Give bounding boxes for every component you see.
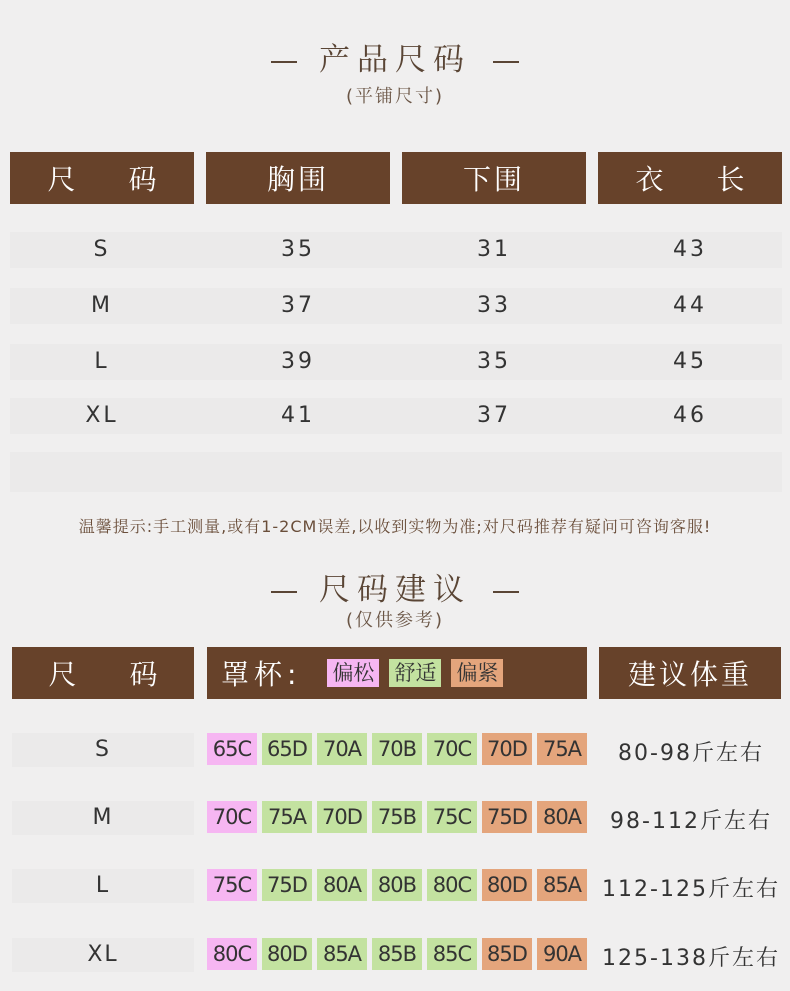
rec-weight: 112-125斤左右 (602, 877, 780, 902)
cup-size-tight: 85D (482, 938, 532, 970)
cup-size-comfort: 75C (427, 801, 477, 833)
legend-tight: 偏紧 (451, 659, 503, 687)
cup-size-comfort: 75D (262, 869, 312, 901)
measurement-note: 温馨提示:手工测量,或有1-2CM误差,以收到实物为准;对尺码推荐有疑问可咨询客服! (78, 517, 712, 536)
recommend-section-title-text: 尺码建议 (319, 572, 471, 608)
cup-size-tight: 70D (482, 733, 532, 765)
cup-size-comfort: 65D (262, 733, 312, 765)
cup-size-comfort: 70A (317, 733, 367, 765)
cup-size-comfort: 70D (317, 801, 367, 833)
cup-size-loose: 80C (207, 938, 257, 970)
title-dash-right (493, 61, 519, 63)
size-cell: L (94, 349, 110, 374)
rec-size-cell: XL (12, 938, 194, 972)
cup-size-comfort: 75B (372, 801, 422, 833)
size-header-3: 衣 长 (598, 152, 782, 204)
cup-size-tight: 75A (537, 733, 587, 765)
cup-size-comfort: 70C (427, 733, 477, 765)
cup-size-comfort: 80B (372, 869, 422, 901)
recommend-section-title (0, 564, 790, 609)
rec-weight: 98-112斤左右 (610, 809, 772, 834)
size-header-1: 胸围 (206, 152, 390, 204)
size-header-2: 下围 (402, 152, 586, 204)
size-section-subtitle: (平铺尺寸) (345, 86, 445, 107)
rec-weight: 125-138斤左右 (602, 946, 780, 971)
size-cell: 43 (673, 237, 707, 262)
rec-size-cell: M (12, 801, 194, 835)
size-section-title-text: 产品尺码 (319, 42, 471, 78)
title-dash-left (271, 591, 297, 593)
rec-header-cup (207, 647, 587, 699)
size-cell: 37 (281, 293, 315, 318)
cup-size-comfort: 85C (427, 938, 477, 970)
rec-header-size: 尺 码 (12, 647, 194, 699)
cup-size-comfort: 80D (262, 938, 312, 970)
cup-size-comfort: 70B (372, 733, 422, 765)
rec-weight: 80-98斤左右 (618, 741, 764, 766)
size-header-0: 尺 码 (10, 152, 194, 204)
rec-header-weight: 建议体重 (599, 647, 781, 699)
size-cell: 33 (477, 293, 511, 318)
size-cell: 35 (477, 349, 511, 374)
size-cell: M (91, 293, 113, 318)
cup-size-comfort: 75A (262, 801, 312, 833)
cup-size-comfort: 80A (317, 869, 367, 901)
recommend-section-subtitle: (仅供参考) (345, 610, 445, 631)
cup-size-comfort: 80C (427, 869, 477, 901)
size-cell: 46 (673, 403, 707, 428)
cup-size-comfort: 85B (372, 938, 422, 970)
cup-size-loose: 75C (207, 869, 257, 901)
rec-size-cell: L (12, 869, 194, 903)
cup-size-loose: 65C (207, 733, 257, 765)
cup-size-comfort: 85A (317, 938, 367, 970)
size-section-title (0, 34, 790, 79)
cup-size-tight: 80D (482, 869, 532, 901)
legend-comfort: 舒适 (389, 659, 441, 687)
size-cell: 39 (281, 349, 315, 374)
cup-size-tight: 75D (482, 801, 532, 833)
legend-loose: 偏松 (327, 659, 379, 687)
size-cell: XL (85, 403, 119, 428)
cup-size-tight: 85A (537, 869, 587, 901)
size-cell: 44 (673, 293, 707, 318)
cup-size-loose: 70C (207, 801, 257, 833)
cup-label: 罩杯: (221, 658, 302, 691)
size-cell: 41 (281, 403, 315, 428)
title-dash-left (271, 61, 297, 63)
size-cell: 37 (477, 403, 511, 428)
size-cell: 45 (673, 349, 707, 374)
size-cell: 31 (477, 237, 511, 262)
size-row-band (10, 452, 782, 492)
cup-size-tight: 90A (537, 938, 587, 970)
rec-size-cell: S (12, 733, 194, 767)
title-dash-right (493, 591, 519, 593)
size-cell: 35 (281, 237, 315, 262)
cup-size-tight: 80A (537, 801, 587, 833)
size-cell: S (93, 237, 111, 262)
